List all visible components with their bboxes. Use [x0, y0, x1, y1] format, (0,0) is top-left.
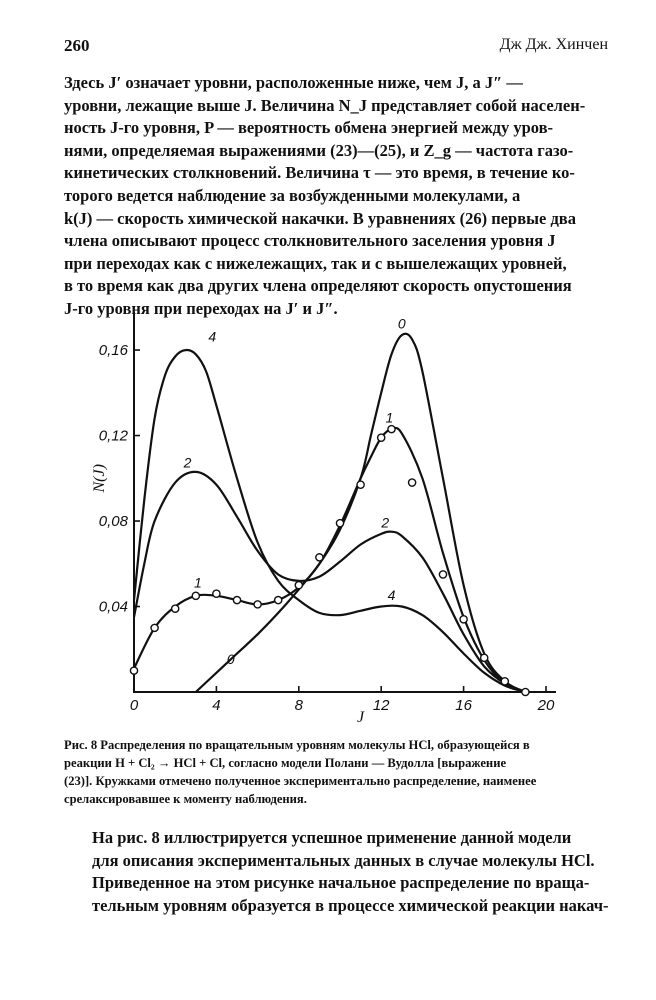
- x-tick-label: 8: [294, 697, 303, 714]
- text-line: торого ведется наблюдение за возбужденными молекулами, а: [64, 185, 521, 205]
- chart-axes: [134, 312, 556, 692]
- experimental-point: [130, 667, 137, 674]
- curve-2: [134, 472, 525, 692]
- text-line: для описания экспериментальных данных в случае молекулы HCl.: [92, 850, 595, 870]
- curve-label-0: 0: [226, 651, 235, 668]
- figure-8: [91, 300, 590, 730]
- y-tick-label: 0,16: [98, 342, 128, 360]
- x-tick-label: 0: [129, 697, 139, 714]
- text-line: тельным уровням образуется в процессе химической реакции накач-: [92, 895, 609, 915]
- text-line: в то время как два других члена определяют скорость опустошения: [64, 276, 572, 296]
- text-line: кинетических столкновений. Величина τ — это время, в течение ко-: [64, 163, 575, 183]
- curve-1: [134, 428, 525, 692]
- y-tick-label: 0,12: [98, 427, 128, 445]
- page-number: 260: [64, 36, 90, 55]
- experimental-point: [388, 426, 395, 433]
- experimental-point: [295, 582, 302, 589]
- x-tick-label: 12: [372, 697, 390, 714]
- curve-label-4: 4: [208, 328, 217, 345]
- text-line: k(J) — скорость химической накачки. В уравнениях (26) первые два: [64, 208, 576, 228]
- text-line: Здесь J′ означает уровни, расположенные ниже, чем J, а J″ —: [64, 73, 523, 92]
- caption-line: срелаксировавшее к моменту наблюдения.: [64, 792, 307, 806]
- experimental-point: [378, 434, 385, 441]
- experimental-point: [481, 654, 488, 661]
- x-tick-label: 16: [455, 697, 472, 714]
- experimental-point: [233, 597, 240, 604]
- curve-label-2: 2: [183, 454, 192, 471]
- text-line: На рис. 8 иллюстрируется успешное применение данной модели: [92, 828, 572, 847]
- experimental-point: [460, 616, 467, 623]
- curve-label-1: 1: [385, 409, 394, 426]
- curve-label-0: 0: [397, 315, 406, 332]
- y-tick-label: 0,08: [98, 513, 128, 531]
- page-header: [64, 36, 608, 60]
- curve-label-4: 4: [387, 587, 396, 604]
- experimental-point: [409, 479, 416, 486]
- experimental-point: [192, 592, 199, 599]
- experimental-point: [439, 571, 446, 578]
- experimental-point: [501, 678, 508, 685]
- text-line: ность J-го уровня, P — вероятность обмена энергией между уров-: [64, 118, 554, 138]
- experimental-point: [522, 688, 529, 695]
- x-axis-label: J: [357, 709, 365, 726]
- experimental-point: [254, 601, 261, 608]
- y-axis-label: N(J): [91, 464, 108, 493]
- caption-line: (23)]. Кружками отмечено полученное экспериментально распределение, наименее: [64, 774, 537, 788]
- running-head: Дж Дж. Хинчен: [499, 36, 608, 53]
- caption-line: реакции H + Cl₂ → HCl + Cl, согласно модели Полани — Вудолла [выражение: [64, 756, 507, 770]
- curve-label-1: 1: [193, 574, 202, 591]
- experimental-point: [213, 590, 220, 597]
- x-tick-label: 20: [537, 697, 555, 714]
- text-line: J-го уровня при переходах на J′ и J″.: [64, 298, 338, 318]
- text-line: члена описывают процесс столкновительного заселения уровня J: [64, 231, 556, 251]
- paragraph-2: [64, 827, 608, 917]
- curve-label-2: 2: [381, 514, 390, 531]
- figure-caption: [64, 736, 608, 808]
- text-line: уровни, лежащие выше J. Величина N_J представляет собой населен-: [64, 95, 586, 115]
- paragraph-1: [64, 72, 608, 321]
- text-line: при переходах как с нижележащих, так и с вышележащих уровней,: [64, 253, 567, 273]
- curve-0: [193, 334, 526, 692]
- experimental-point: [275, 597, 282, 604]
- caption-line: Рис. 8 Распределения по вращательным уровням молекулы HCl, образующейся в: [64, 738, 530, 752]
- x-tick-label: 4: [212, 697, 221, 714]
- experimental-point: [336, 520, 343, 527]
- experimental-point: [172, 605, 179, 612]
- experimental-point: [151, 624, 158, 631]
- text-line: Приведенное на этом рисунке начальное распределение по враща-: [92, 873, 590, 893]
- y-tick-label: 0,04: [98, 598, 128, 616]
- text-line: нями, определяемая выражениями (23)—(25), и Z_g — частота газо-: [64, 140, 574, 160]
- experimental-point: [357, 481, 364, 488]
- rotational-distribution-chart: [91, 300, 590, 730]
- experimental-point: [316, 554, 323, 561]
